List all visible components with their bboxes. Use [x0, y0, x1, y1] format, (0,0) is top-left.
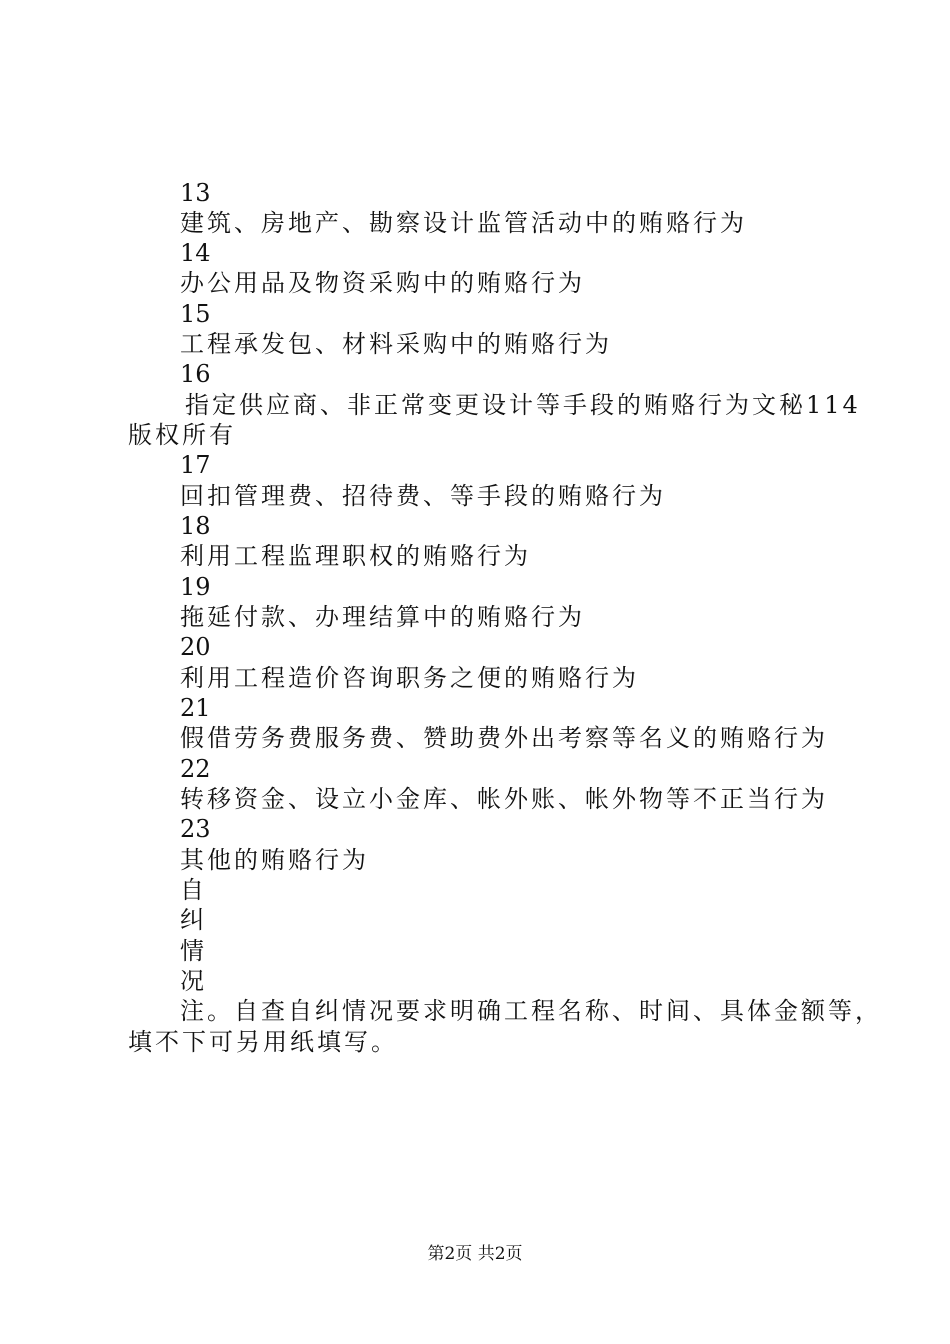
item-number: 18: [180, 512, 211, 540]
item-text: 建筑、房地产、勘察设计监管活动中的贿赂行为: [180, 209, 747, 237]
item-number: 13: [180, 179, 211, 207]
item-text: 假借劳务费服务费、赞助费外出考察等名义的贿赂行为: [180, 724, 828, 752]
item-number: 15: [180, 300, 211, 328]
self-correction-label-char: 纠: [180, 906, 207, 934]
note-line-2: 填不下可另用纸填写。: [128, 1028, 398, 1056]
item-text: 利用工程监理职权的贿赂行为: [180, 542, 531, 570]
item-text: 利用工程造价咨询职务之便的贿赂行为: [180, 664, 639, 692]
item-text-continuation: 版权所有: [128, 421, 236, 449]
page-footer: 第2页 共2页: [427, 1244, 523, 1264]
item-text: 工程承发包、材料采购中的贿赂行为: [180, 330, 612, 358]
item-number: 14: [180, 239, 211, 267]
self-correction-label-char: 情: [180, 937, 207, 965]
item-text: 拖延付款、办理结算中的贿赂行为: [180, 603, 585, 631]
note-line-1: 注。自查自纠情况要求明确工程名称、时间、具体金额等，: [180, 997, 882, 1025]
item-text: 指定供应商、非正常变更设计等手段的贿赂行为文秘114: [185, 391, 861, 419]
item-text: 转移资金、设立小金库、帐外账、帐外物等不正当行为: [180, 785, 828, 813]
item-text: 办公用品及物资采购中的贿赂行为: [180, 269, 585, 297]
item-number: 19: [180, 573, 211, 601]
item-number: 22: [180, 755, 211, 783]
item-number: 17: [180, 451, 211, 479]
item-text: 回扣管理费、招待费、等手段的贿赂行为: [180, 482, 666, 510]
item-number: 23: [180, 815, 211, 843]
item-number: 16: [180, 360, 211, 388]
item-number: 21: [180, 694, 211, 722]
item-number: 20: [180, 633, 211, 661]
self-correction-label-char: 自: [180, 876, 207, 904]
item-text: 其他的贿赂行为: [180, 846, 369, 874]
self-correction-label-char: 况: [180, 967, 207, 995]
